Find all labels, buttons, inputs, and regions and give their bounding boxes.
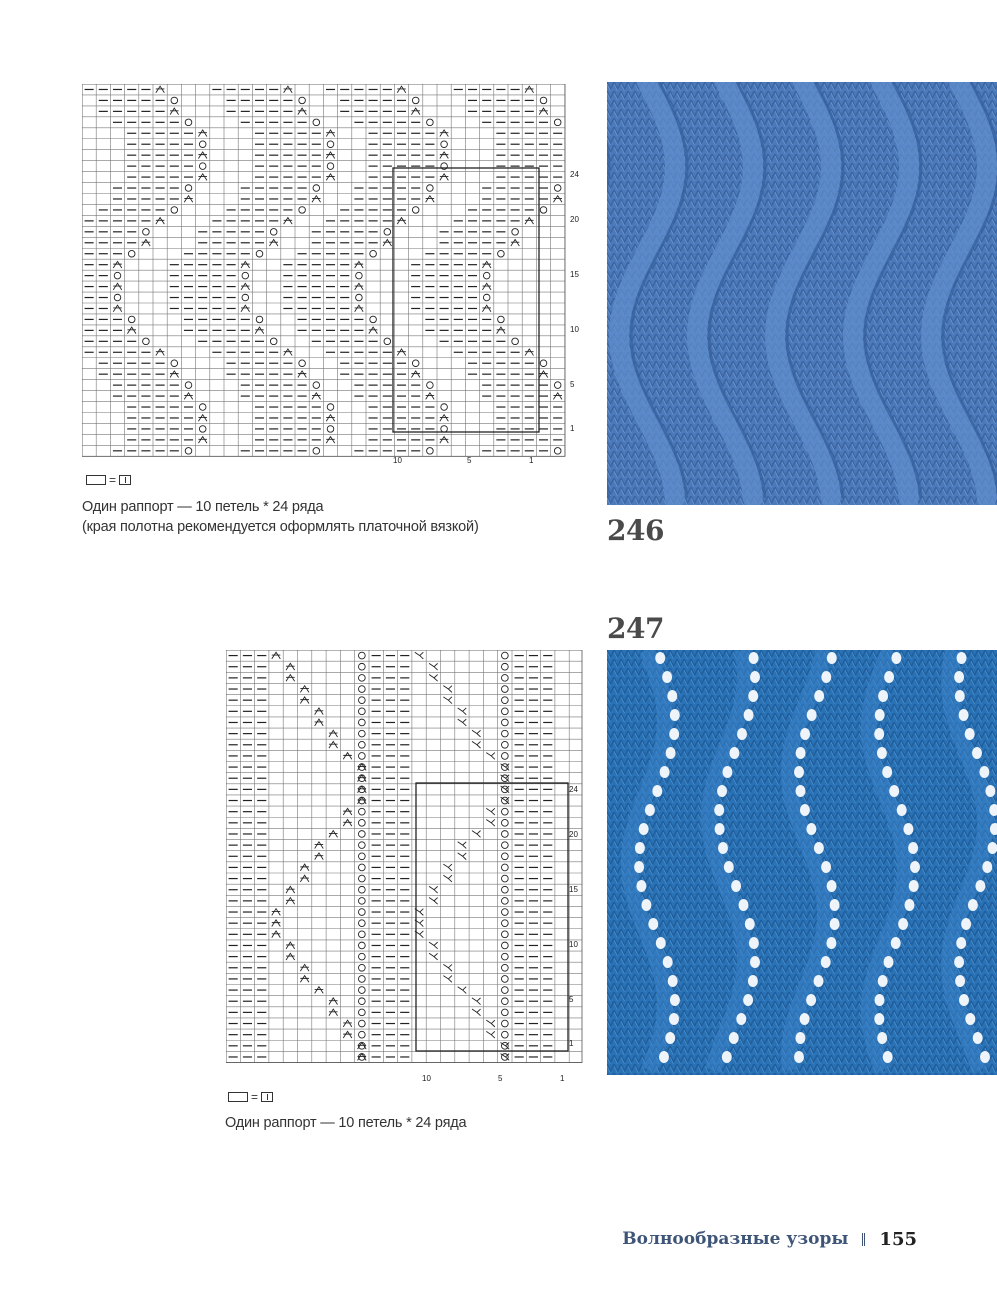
pattern-number-247: 247 xyxy=(607,612,664,645)
row-label-20: 20 xyxy=(569,830,578,839)
caption-247 xyxy=(225,1113,466,1133)
empty-cell-icon xyxy=(86,475,106,485)
row-label-24: 24 xyxy=(569,785,578,794)
caption-246 xyxy=(82,497,479,537)
knit-stitch-icon xyxy=(261,1092,273,1102)
row-label-24: 24 xyxy=(570,170,579,179)
col-label-1: 1 xyxy=(529,456,534,465)
col-label-5: 5 xyxy=(467,456,472,465)
chart-247 xyxy=(226,650,586,1086)
knit-swatch-246 xyxy=(607,82,997,505)
caption-246-line1: Один раппорт — 10 петель * 24 ряда xyxy=(82,499,324,515)
chart-legend-247: = xyxy=(228,1091,273,1103)
row-label-1: 1 xyxy=(569,1039,574,1048)
caption-246-line2: (края полотна рекомендуется оформлять платочной вязкой) xyxy=(82,519,479,535)
caption-247-line1: Один раппорт — 10 петель * 24 ряда xyxy=(225,1115,467,1131)
section-title: Волнообразные узоры xyxy=(622,1229,849,1249)
col-label-10: 10 xyxy=(393,456,402,465)
col-label-10: 10 xyxy=(422,1074,431,1083)
knit-swatch-247 xyxy=(607,650,997,1075)
row-label-15: 15 xyxy=(570,270,579,279)
pattern-number-246: 246 xyxy=(607,514,664,547)
row-label-5: 5 xyxy=(570,380,575,389)
row-label-10: 10 xyxy=(570,325,579,334)
row-label-20: 20 xyxy=(570,215,579,224)
footer-separator xyxy=(862,1233,865,1246)
chart-246 xyxy=(82,84,592,466)
knit-stitch-icon xyxy=(119,475,131,485)
col-label-5: 5 xyxy=(498,1074,503,1083)
row-label-15: 15 xyxy=(569,885,578,894)
row-label-10: 10 xyxy=(569,940,578,949)
chart-legend-246: = xyxy=(86,474,131,486)
page-footer xyxy=(622,1224,917,1254)
row-label-5: 5 xyxy=(569,995,574,1004)
empty-cell-icon xyxy=(228,1092,248,1102)
row-label-1: 1 xyxy=(570,424,575,433)
page-number: 155 xyxy=(879,1228,917,1250)
col-label-1: 1 xyxy=(560,1074,565,1083)
